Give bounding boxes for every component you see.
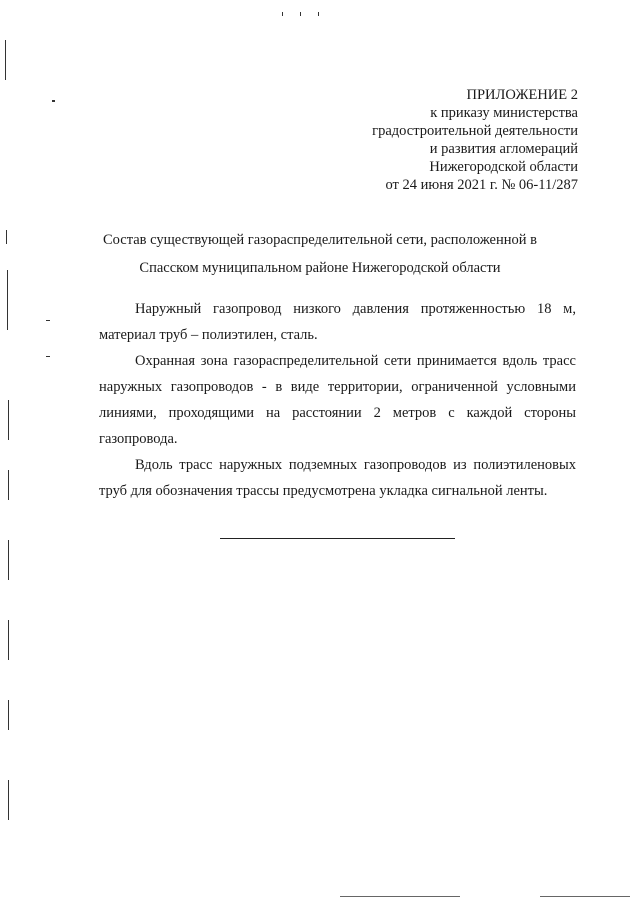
scan-mark <box>8 700 9 730</box>
end-separator-line <box>220 538 455 539</box>
scan-mark <box>46 320 50 321</box>
scan-mark <box>8 470 9 500</box>
scan-mark <box>7 270 8 330</box>
appendix-line: ПРИЛОЖЕНИЕ 2 <box>466 87 578 103</box>
scan-mark <box>5 40 6 80</box>
document-body <box>99 296 576 504</box>
scan-mark <box>52 100 55 102</box>
title-line: Состав существующей газораспределительной сети, расположенной в <box>103 232 537 248</box>
appendix-line: градостроительной деятельности <box>372 123 578 139</box>
body-paragraph: Охранная зона газораспределительной сети принимается вдоль трасс наружных газопроводов - в виде территории, ограниченной условными линиями, проходящими на расстоянии 2 метров с каждой стороны газопровода. <box>99 353 576 447</box>
body-paragraph: Наружный газопровод низкого давления протяженностью 18 м, материал труб – полиэтилен, сталь. <box>99 301 576 343</box>
document-title <box>70 226 570 282</box>
scan-mark <box>8 780 9 820</box>
scan-mark <box>540 896 630 897</box>
title-line: Спасском муниципальном районе Нижегородской области <box>139 260 501 276</box>
scan-mark <box>6 230 7 244</box>
appendix-header <box>258 86 578 194</box>
scan-mark <box>8 540 9 580</box>
body-paragraph: Вдоль трасс наружных подземных газопроводов из полиэтиленовых труб для обозначения трассы предусмотрена укладка сигнальной ленты. <box>99 457 576 499</box>
scan-mark <box>318 12 319 16</box>
appendix-line: от 24 июня 2021 г. № 06-11/287 <box>385 177 578 193</box>
appendix-line: и развития агломераций <box>429 141 578 157</box>
scan-mark <box>340 896 460 897</box>
scan-mark <box>8 400 9 440</box>
scan-mark <box>8 620 9 660</box>
scan-mark <box>46 356 50 357</box>
appendix-line: к приказу министерства <box>430 105 578 121</box>
scan-mark <box>282 12 283 16</box>
scan-mark <box>300 12 301 16</box>
appendix-line: Нижегородской области <box>429 159 578 175</box>
